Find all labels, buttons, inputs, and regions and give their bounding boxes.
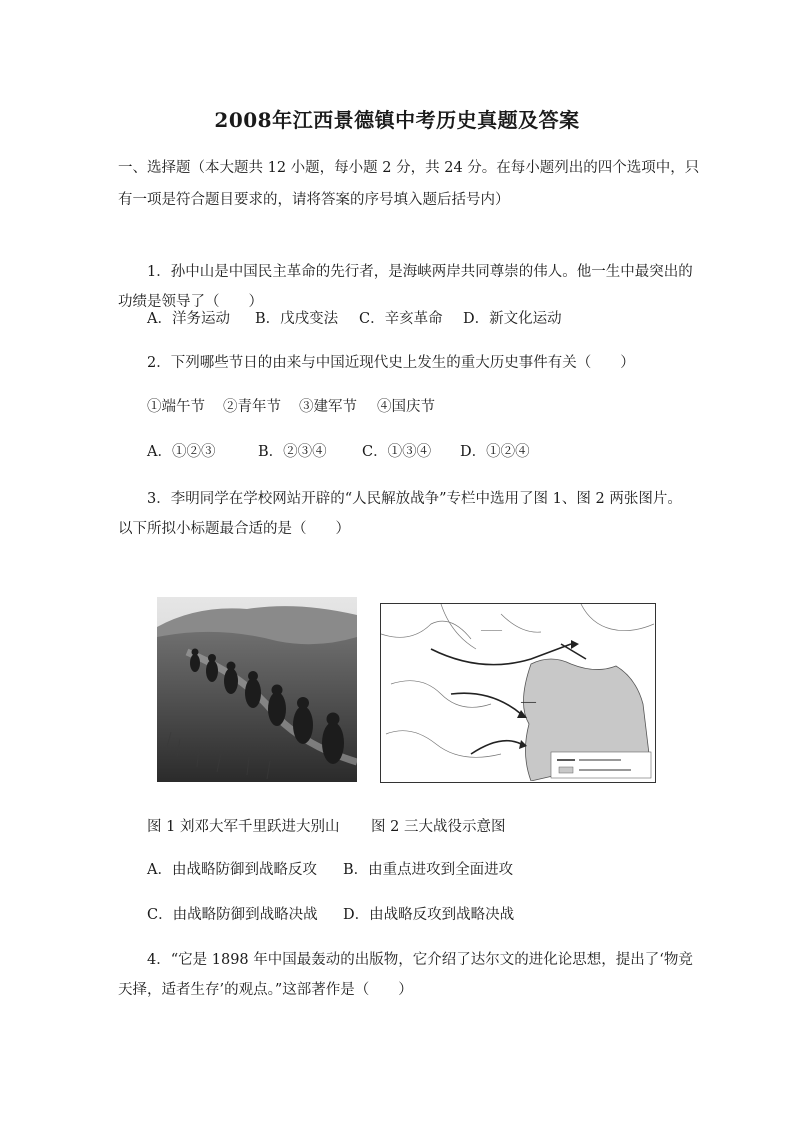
question-2-items [147, 397, 435, 417]
svg-text:───────: ─────── [481, 628, 503, 634]
question-3-stem: 3．李明同学在学校网站开辟的“人民解放战争”专栏中选用了图 1、图 2 两张图片。 [147, 491, 682, 507]
figure-1-caption: 图 1 刘邓大军千里跃进大别山 [147, 819, 340, 835]
question-4-stem-cont: 天择，适者生存’的观点。”这部著作是（ ） [118, 982, 413, 998]
question-1-stem-cont: 功绩是领导了（ ） [118, 294, 263, 310]
item-4: ④国庆节 [377, 399, 435, 415]
question-3-options-row-2 [147, 905, 514, 925]
question-1-options [147, 309, 562, 329]
option-d: D．新文化运动 [463, 311, 562, 327]
figure-1-photo [157, 597, 357, 782]
option-b: B．②③④ [258, 444, 327, 460]
option-b: B．由重点进攻到全面进攻 [343, 862, 514, 878]
item-2: ②青年节 [223, 399, 281, 415]
figure-2-caption: 图 2 三大战役示意图 [371, 819, 506, 835]
option-c: C．辛亥革命 [359, 311, 443, 327]
section-intro-line-2: 有一项是符合题目要求的，请将答案的序号填入题后括号内） [118, 192, 510, 208]
question-1-stem: 1．孙中山是中国民主革命的先行者，是海峡两岸共同尊崇的伟人。他一生中最突出的 [147, 264, 693, 280]
item-3: ③建军节 [299, 399, 357, 415]
option-b: B．戊戌变法 [255, 311, 339, 327]
question-2-options [147, 442, 530, 462]
question-3-stem-cont: 以下所拟小标题最合适的是（ ） [118, 521, 350, 537]
question-4-stem: 4．“它是 1898 年中国最轰动的出版物，它介绍了达尔文的进化论思想，提出了‘物竞 [147, 952, 693, 968]
section-intro-line-1: 一、选择题（本大题共 12 小题，每小题 2 分，共 24 分。在每小题列出的四个选项中，只 [118, 160, 700, 176]
figure-2-map [380, 603, 656, 783]
option-a: A．由战略防御到战略反攻 [147, 862, 317, 878]
option-c: C．由战略防御到战略决战 [147, 907, 318, 923]
option-a: A．①②③ [147, 444, 216, 460]
option-d: D．①②④ [460, 444, 530, 460]
option-c: C．①③④ [362, 444, 432, 460]
option-d: D．由战略反攻到战略决战 [343, 907, 515, 923]
option-a: A．洋务运动 [147, 311, 230, 327]
question-3-options-row-1 [147, 860, 513, 880]
page-title: 2008年江西景德镇中考历史真题及答案 [214, 108, 580, 132]
svg-text:━━━━━: ━━━━━ [521, 700, 537, 706]
question-2-stem: 2．下列哪些节日的由来与中国近现代史上发生的重大历史事件有关（ ） [147, 355, 635, 371]
item-1: ①端午节 [147, 399, 205, 415]
